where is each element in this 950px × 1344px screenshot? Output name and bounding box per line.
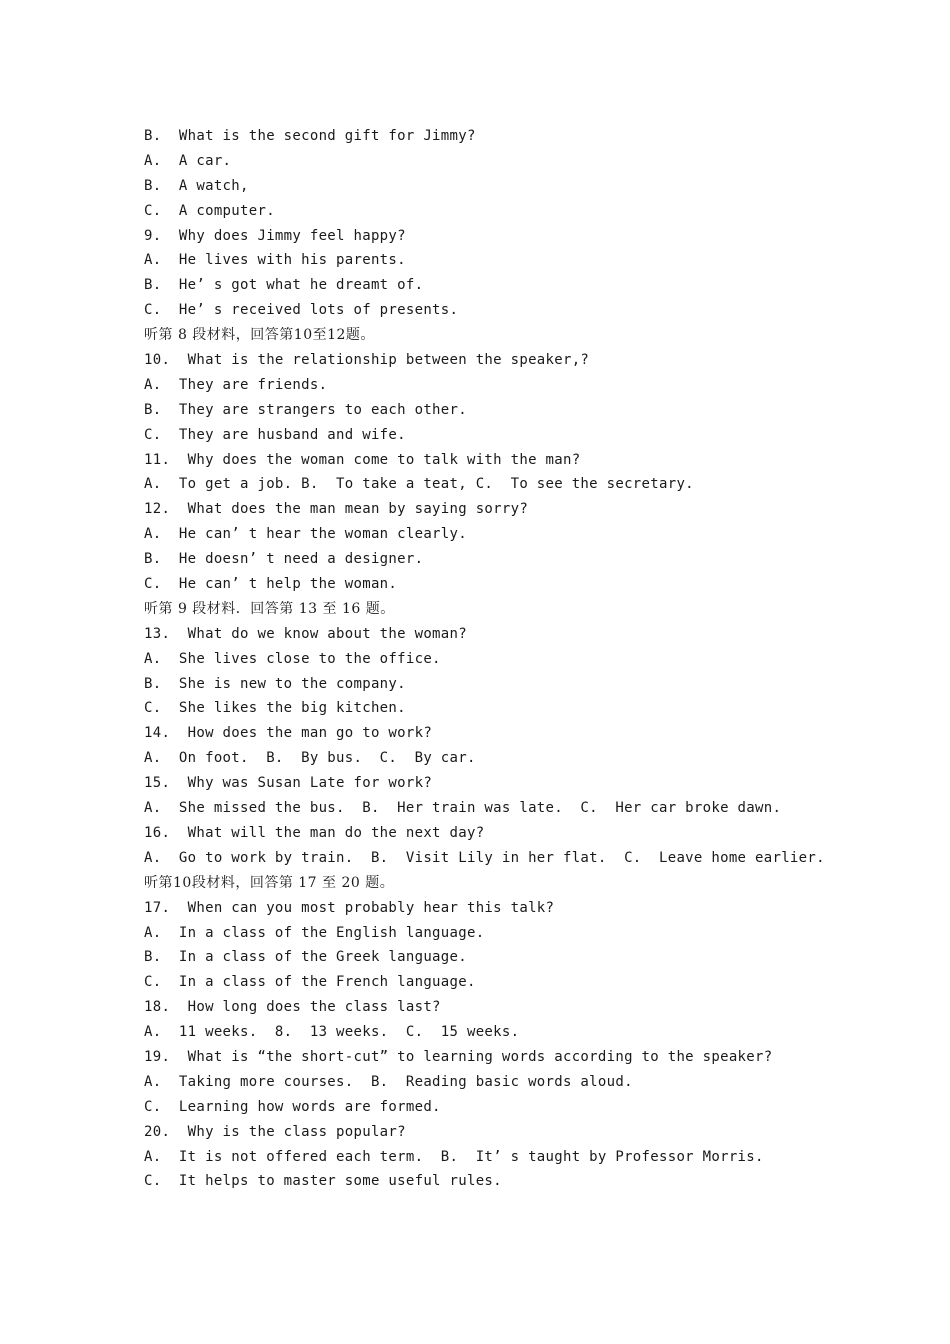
question-line: 13. What do we know about the woman? <box>144 625 467 642</box>
option-line: B. What is the second gift for Jimmy? <box>144 128 476 144</box>
option-line: A. She missed the bus. B. Her train was late. C. Her car broke dawn. <box>144 800 782 817</box>
option-line: B. She is new to the company. <box>144 675 406 692</box>
option-line: C. They are husband and wife. <box>144 426 406 443</box>
section-heading: 听第10段材料，回答第 17 至 20 题。 <box>144 874 395 891</box>
option-line: A. Taking more courses. B. Reading basic words aloud. <box>144 1073 633 1090</box>
option-line: B. He’ s got what he dreamt of. <box>144 277 424 294</box>
section-heading: 听第 8 段材料，回答第10至12题。 <box>144 327 375 344</box>
question-line: 18. How long does the class last? <box>144 999 441 1016</box>
option-line: A. 11 weeks. 8. 13 weeks. C. 15 weeks. <box>144 1024 520 1041</box>
question-line: 9. Why does Jimmy feel happy? <box>144 227 406 244</box>
question-line: 14. How does the man go to work? <box>144 725 433 742</box>
question-line: 11. Why does the woman come to talk with the man? <box>144 451 581 468</box>
option-line: A. Go to work by train. B. Visit Lily in her flat. C. Leave home earlier. <box>144 849 825 866</box>
option-line: A. They are friends. <box>144 376 328 393</box>
question-line: 10. What is the relationship between the speaker,? <box>144 352 590 369</box>
option-line: C. He can’ t help the woman. <box>144 576 398 593</box>
option-line: A. It is not offered each term. B. It’ s taught by Professor Morris. <box>144 1148 764 1165</box>
option-line: C. Learning how words are formed. <box>144 1098 441 1115</box>
question-line: 12. What does the man mean by saying sorry? <box>144 501 529 518</box>
option-line: A. On foot. B. By bus. C. By car. <box>144 750 476 767</box>
question-line: 15. Why was Susan Late for work? <box>144 775 433 792</box>
option-line: B. They are strangers to each other. <box>144 401 467 418</box>
option-line: A. A car. <box>144 152 232 169</box>
option-line: A. He lives with his parents. <box>144 252 406 269</box>
option-line: A. To get a job. B. To take a teat, C. To see the secretary. <box>144 476 694 493</box>
option-line: C. In a class of the French language. <box>144 974 476 991</box>
option-line: B. A watch, <box>144 177 249 194</box>
option-line: A. She lives close to the office. <box>144 650 441 667</box>
question-line: 20. Why is the class popular? <box>144 1123 406 1140</box>
option-line: B. In a class of the Greek language. <box>144 949 467 966</box>
document-body <box>144 124 844 1194</box>
option-line: A. In a class of the English language. <box>144 924 485 941</box>
option-line: A. He can’ t hear the woman clearly. <box>144 526 467 543</box>
option-line: C. A computer. <box>144 202 275 219</box>
option-line: C. She likes the big kitchen. <box>144 700 406 717</box>
question-line: 19. What is “the short-cut” to learning words according to the speaker? <box>144 1048 773 1065</box>
question-line: 16. What will the man do the next day? <box>144 824 485 841</box>
section-heading: 听第 9 段材料．回答第 13 至 16 题。 <box>144 600 395 617</box>
option-line: C. It helps to master some useful rules. <box>144 1173 502 1190</box>
option-line: C. He’ s received lots of presents. <box>144 302 459 319</box>
question-line: 17. When can you most probably hear this talk? <box>144 899 555 916</box>
option-line: B. He doesn’ t need a designer. <box>144 551 424 568</box>
